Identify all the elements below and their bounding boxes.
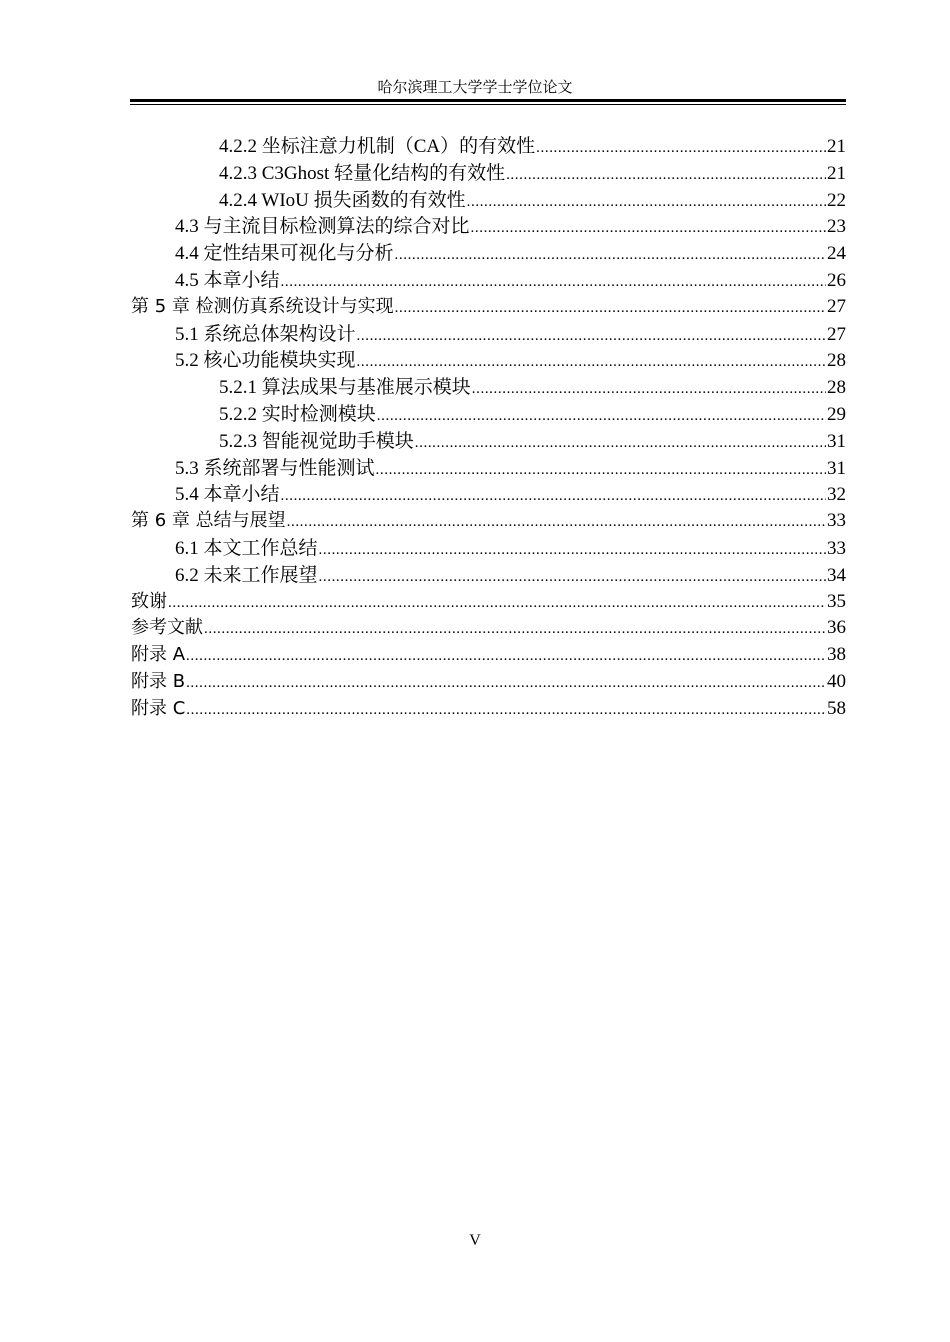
toc-entry[interactable] [131,211,846,238]
toc-entry-label: 第 5 章 检测仿真系统设计与实现 [131,295,394,317]
toc-dot-leader [204,621,826,638]
toc-dot-leader [376,462,826,479]
running-header: 哈尔滨理工大学学士学位论文 [377,80,573,96]
toc-dot-leader [506,167,826,184]
toc-dot-leader [168,595,826,612]
toc-entry[interactable] [131,533,846,560]
toc-entry[interactable] [131,319,846,346]
toc-entry[interactable] [131,131,846,158]
toc-dot-leader [319,569,826,586]
toc-dot-leader [471,220,826,237]
toc-entry-page: 32 [827,484,846,506]
toc-entry[interactable] [131,640,846,667]
toc-entry-label: 附录 A [131,644,186,666]
toc-entry-page: 28 [827,350,846,372]
toc-entry-label: 4.4 定性结果可视化与分析 [175,243,394,265]
toc-dot-leader [415,435,826,452]
toc-entry-label: 4.2.4 WIoU 损失函数的有效性 [219,189,466,211]
toc-entry[interactable] [131,667,846,694]
toc-dot-leader [472,381,826,398]
toc-entry[interactable] [131,453,846,480]
toc-entry[interactable] [131,694,846,721]
toc-entry[interactable] [131,399,846,426]
toc-dot-leader [395,247,826,264]
toc-entry-page: 26 [827,269,846,291]
toc-entry-page: 34 [827,564,846,586]
toc-entry-page: 21 [827,136,846,157]
toc-entry-page: 22 [827,189,846,211]
toc-dot-leader [377,408,826,425]
toc-entry-label: 4.3 与主流目标检测算法的综合对比 [175,216,470,238]
toc-entry-label: 4.5 本章小结 [175,269,280,291]
toc-entry-page: 24 [827,243,846,265]
toc-dot-leader [395,300,826,317]
toc-entry-label: 4.2.2 坐标注意力机制（CA）的有效性 [219,136,536,157]
toc-dot-leader [357,354,826,371]
toc-entry-label: 致谢 [131,590,167,612]
toc-entry[interactable] [131,345,846,372]
toc-entry-label: 5.2.1 算法成果与基准展示模块 [219,377,471,399]
toc-entry[interactable] [131,560,846,587]
toc-entry[interactable] [131,426,846,453]
toc-entry-label: 5.2.2 实时检测模块 [219,403,376,425]
toc-entry[interactable] [131,479,846,506]
toc-dot-leader [281,274,826,291]
toc-entry-page: 38 [827,644,846,666]
header-rule-thin [130,104,846,105]
toc-entry-label: 5.2.3 智能视觉助手模块 [219,430,414,452]
toc-entry-page: 40 [827,670,846,692]
toc-entry-label: 附录 B [131,670,186,692]
toc-entry-page: 58 [827,697,846,719]
toc-entry-page: 31 [827,457,846,479]
toc-dot-leader [467,194,826,211]
toc-entry-label: 6.1 本文工作总结 [175,537,318,559]
toc-entry[interactable] [131,292,846,319]
toc-entry[interactable] [131,265,846,292]
toc-dot-leader [186,648,826,665]
toc-entry-label: 4.2.3 C3Ghost 轻量化结构的有效性 [219,162,506,184]
toc-entry-label: 第 6 章 总结与展望 [131,510,286,532]
toc-entry-page: 31 [827,430,846,452]
toc-entry[interactable] [131,587,846,614]
toc-entry[interactable] [131,372,846,399]
toc-entry-label: 5.4 本章小结 [175,484,280,506]
toc-entry-label: 5.1 系统总体架构设计 [175,323,356,345]
toc-entry-page: 23 [827,216,846,238]
toc-entry[interactable] [131,238,846,265]
header-rule-thick [130,99,846,102]
toc-entry[interactable] [131,613,846,640]
toc-dot-leader [281,488,826,505]
toc-entry-page: 28 [827,377,846,399]
toc-entry-label: 6.2 未来工作展望 [175,564,318,586]
toc-dot-leader [319,542,826,559]
toc-entry-page: 33 [827,537,846,559]
toc-entry-page: 36 [827,617,846,639]
toc-entry-label: 5.2 核心功能模块实现 [175,350,356,372]
toc-entry[interactable] [131,185,846,212]
toc-entry-page: 29 [827,403,846,425]
toc-entry[interactable] [131,506,846,533]
toc-dot-leader [357,328,826,345]
toc-dot-leader [287,514,826,531]
toc-entry-page: 27 [827,323,846,345]
page-number: V [469,1232,481,1249]
toc-entry-page: 27 [827,295,846,317]
toc-dot-leader [186,675,826,692]
toc-entry-label: 5.3 系统部署与性能测试 [175,457,375,479]
table-of-contents [131,131,846,721]
toc-entry-label: 参考文献 [131,617,203,639]
toc-entry-page: 35 [827,590,846,612]
toc-dot-leader [536,140,826,157]
toc-dot-leader [186,702,826,719]
toc-entry[interactable] [131,158,846,185]
toc-entry-label: 附录 C [131,697,186,719]
toc-entry-page: 33 [827,510,846,532]
toc-entry-page: 21 [827,162,846,184]
